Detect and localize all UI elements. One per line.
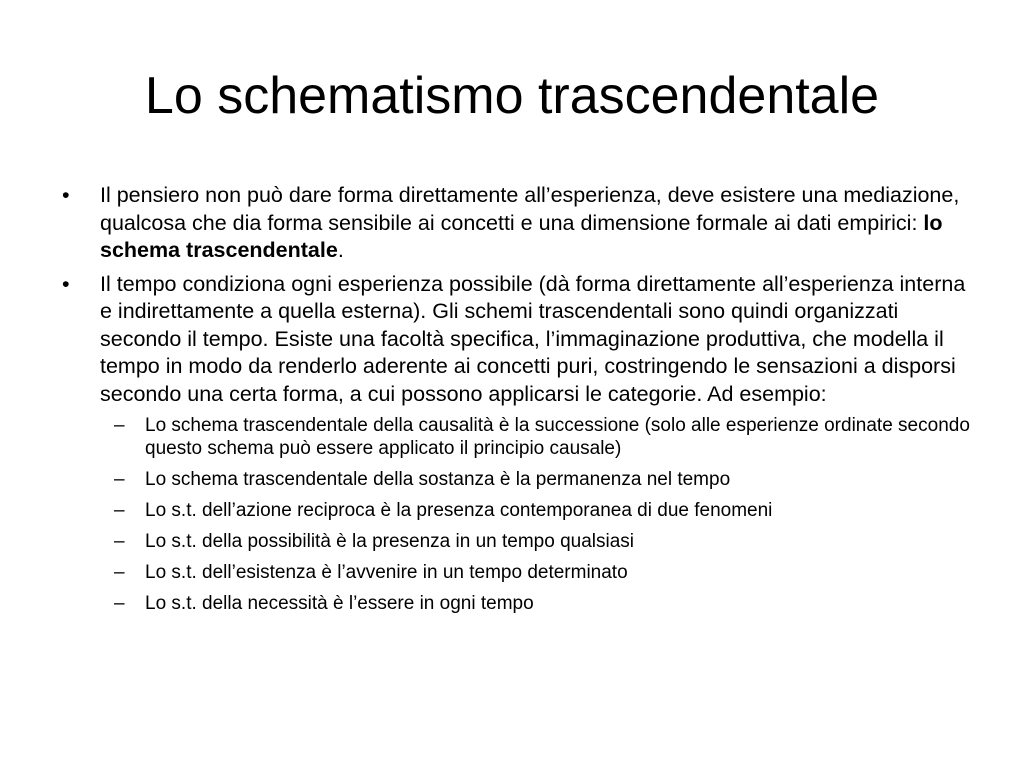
sub-list [62,414,972,615]
sub-item [62,499,972,522]
bullet-text [100,183,959,262]
bullet-text-before: Il pensiero non può dare forma direttamente all’esperienza, deve esistere una mediazione, qualcosa che dia forma sensibile ai concetti e una dimensione formale ai dati empirici: [100,183,960,235]
sub-item-text: Lo s.t. dell’azione reciproca è la presenza contemporanea di due fenomeni [145,500,773,521]
sub-item [62,414,972,460]
sub-item-text: Lo s.t. della possibilità è la presenza in un tempo qualsiasi [145,531,635,552]
bullet-text-after: . [337,238,344,262]
bullet-text-bold: lo schema trascendentale [100,210,943,262]
bullet-text: Il tempo condiziona ogni esperienza possibile (dà forma direttamente all’esperienza interna e indirettamente a quella esterna). Gli schemi trascendentali sono quindi organizzati secondo il tempo. Esiste una facoltà specifica, l’immaginazione produttiva, che modella il tempo in modo da renderlo aderente ai concetti puri, costringendo le sensazioni a disporsi secondo una certa forma, a cui possono applicarsi le categorie. Ad esempio: [100,271,966,406]
sub-item [62,468,972,491]
sub-marker: – [114,531,125,552]
sub-item [62,561,972,584]
bullet-item [62,271,972,409]
sub-item [62,592,972,615]
sub-marker: – [114,415,125,436]
sub-marker: – [114,469,125,490]
sub-marker: – [114,562,125,583]
slide-title: Lo schematismo trascendentale [144,67,880,125]
sub-marker: – [114,593,125,614]
bullet-marker: • [62,183,70,207]
sub-item-text: Lo schema trascendentale della causalità è la successione (solo alle esperienze ordinate secondo questo schema può essere applicato il principio causale) [145,415,970,459]
bullet-marker: • [62,271,70,296]
sub-item-text: Lo s.t. dell’esistenza è l’avvenire in un tempo determinato [145,562,628,583]
sub-marker: – [114,500,125,521]
sub-item-text: Lo schema trascendentale della sostanza è la permanenza nel tempo [145,469,731,490]
sub-item [62,530,972,553]
sub-item-text: Lo s.t. della necessità è l’essere in ogni tempo [145,593,534,614]
slide-content [62,182,972,623]
bullet-item [62,182,972,265]
